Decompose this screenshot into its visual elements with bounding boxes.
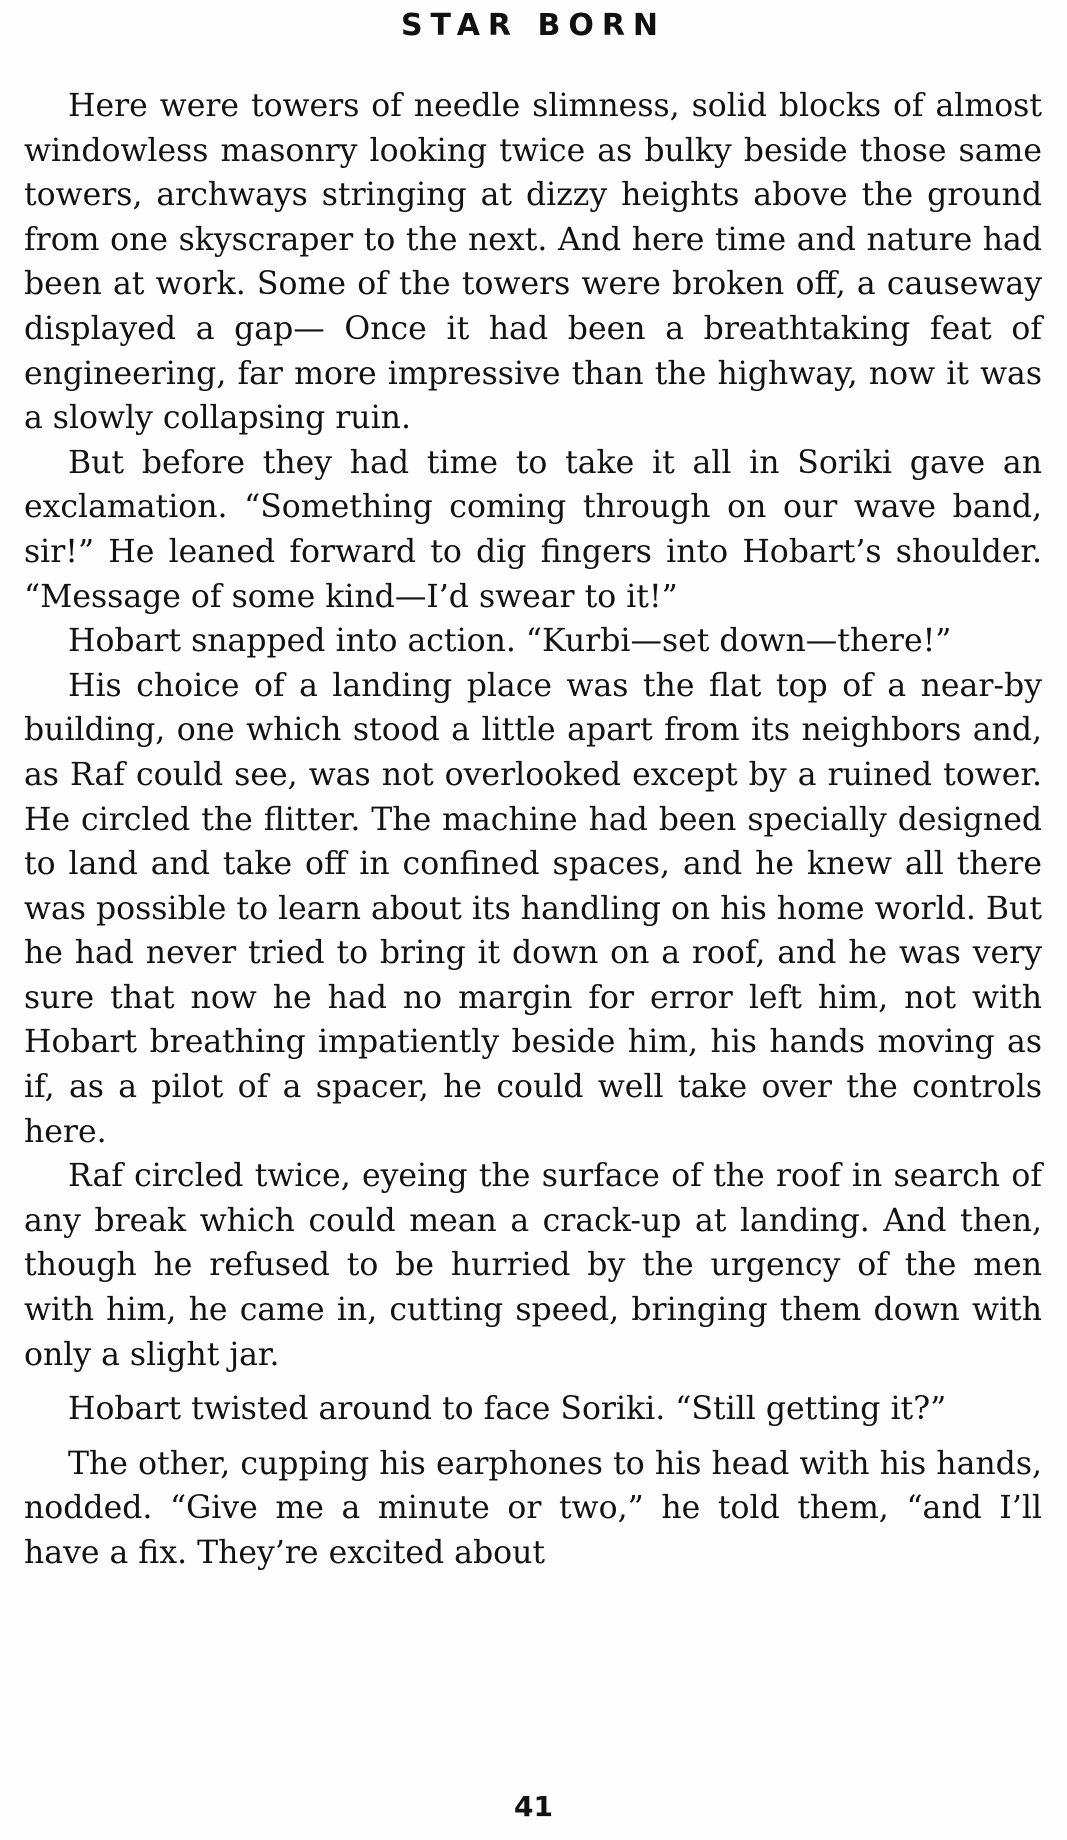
paragraph: But before they had time to take it all in Soriki gave an exclamation. “Something coming through on our wave band, sir!” He leaned forward to dig fingers into Hobart’s shoulder. “Message of some kind—I’d swear to it!” [24, 444, 1042, 615]
page-body [24, 84, 1042, 1576]
running-title: STAR BORN [400, 8, 667, 43]
paragraph: His choice of a landing place was the flat top of a near-by building, one which stood a little apart from its neighbors and, as Raf could see, was not overlooked except by a ruined tower. He circled the flitter. The machine had been specially designed to land and take off in confined spaces, and he knew all there was possible to learn about its handling on his home world. But he had never tried to bring it down on a roof, and he was very sure that now he had no margin for error left him, not with Hobart breathing impatiently beside him, his hands moving as if, as a pilot of a spacer, he could well take over the controls here. [24, 667, 1042, 1150]
paragraph: Hobart snapped into action. “Kurbi—set down—there!” [68, 623, 952, 660]
page-number: 41 [514, 1790, 553, 1823]
paragraph: Raf circled twice, eyeing the surface of the roof in search of any break which could mean a crack-up at landing. And then, though he refused to be hurried by the urgency of the men with him, he came in, cutting speed, bringing them down with only a slight jar. [24, 1158, 1042, 1373]
paragraph: Here were towers of needle slimness, solid blocks of almost windowless masonry looking twice as bulky beside those same towers, archways stringing at dizzy heights above the ground from one skyscraper to the next. And here time and nature had been at work. Some of the towers were broken off, a causeway displayed a gap— Once it had been a breathtaking feat of engineering, far more impressive than the highway, now it was a slowly collapsing ruin. [24, 88, 1042, 437]
paragraph: Hobart twisted around to face Soriki. “Still getting it?” [68, 1391, 947, 1428]
paragraph: The other, cupping his earphones to his head with his hands, nodded. “Give me a minute or two,” he told them, “and I’ll have a fix. They’re excited about [24, 1445, 1042, 1571]
